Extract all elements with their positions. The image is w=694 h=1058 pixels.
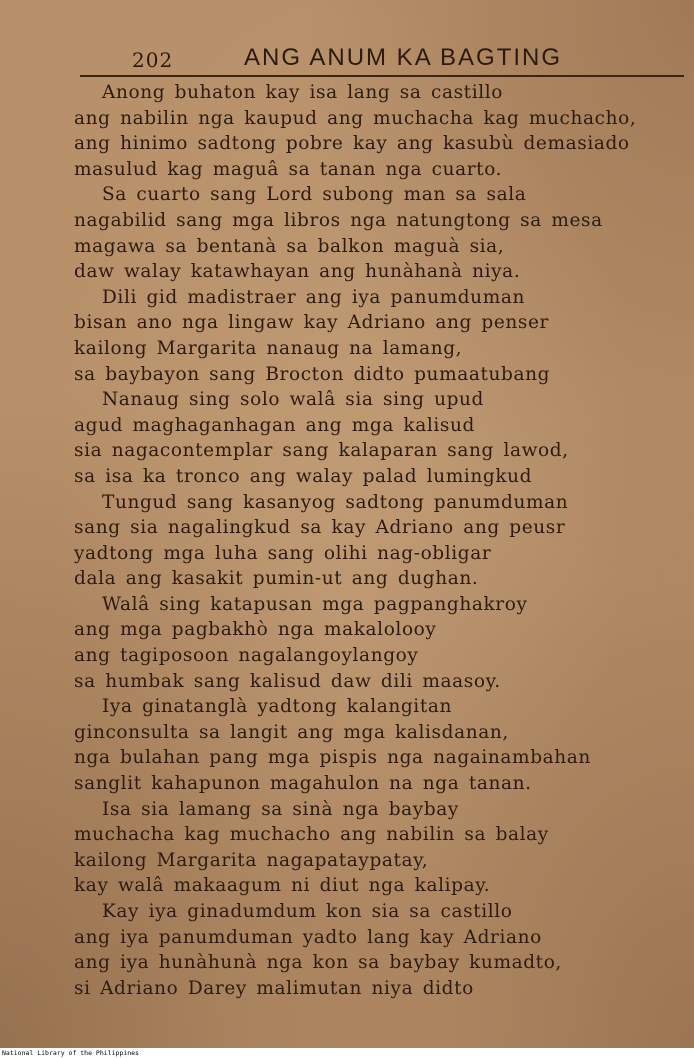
poem-line: ang iya hunàhunà nga kon sa baybay kumadto,: [74, 952, 562, 974]
poem-line: agud maghaganhagan ang mga kalisud: [74, 414, 475, 436]
page-number: 202: [132, 48, 174, 72]
poem-text: [74, 80, 686, 1001]
poem-line: Tungud sang kasanyog sadtong panumduman: [102, 491, 569, 513]
poem-line: Kay iya ginadumdum kon sia sa castillo: [102, 901, 513, 922]
poem-line: nagabilid sang mga libros nga natungtong sa mesa: [74, 209, 603, 231]
poem-line: Iya ginatanglà yadtong kalangitan: [102, 696, 452, 718]
scan-footer: [0, 1048, 694, 1058]
poem-line: sa isa ka tronco ang walay palad lumingkud: [74, 465, 533, 487]
poem-line: daw walay katawhayan ang hunàhanà niya.: [74, 261, 521, 283]
poem-line: ang hinimo sadtong pobre kay ang kasubù demasiado: [74, 133, 630, 155]
poem-line: Sa cuarto sang Lord subong man sa sala: [102, 184, 527, 206]
poem-line: sia nagacontemplar sang kalaparan sang lawod,: [74, 440, 569, 462]
poem-line: si Adriano Darey malimutan niya didto: [74, 977, 474, 999]
poem-line: yadtong mga luha sang olihi nag-obligar: [74, 542, 492, 564]
poem-line: ang nabilin nga kaupud ang muchacha kag muchacho,: [74, 107, 637, 129]
poem-line: masulud kag maguâ sa tanan nga cuarto.: [74, 158, 503, 180]
page-header: [80, 44, 680, 74]
poem-line: sa baybayon sang Brocton didto pumaatubang: [74, 363, 551, 385]
poem-line: kailong Margarita nagapataypatay,: [74, 849, 429, 871]
poem-line: ginconsulta sa langit ang mga kalisdanan,: [74, 721, 509, 743]
poem-line: ang iya panumduman yadto lang kay Adriano: [74, 926, 542, 948]
poem-line: nga bulahan pang mga pispis nga nagainambahan: [74, 747, 591, 769]
poem-line: sanglit kahapunon magahulon na nga tanan.: [74, 773, 532, 795]
running-title: ANG ANUM KA BAGTING: [244, 44, 563, 71]
poem-line: kay walâ makaagum ni diut nga kalipay.: [74, 875, 491, 897]
poem-line: Nanaug sing solo walâ sia sing upud: [102, 389, 484, 411]
poem-line: ang mga pagbakhò nga makalolooy: [74, 619, 437, 641]
poem-line: Walâ sing katapusan mga pagpanghakroy: [102, 593, 528, 615]
poem-line: sa humbak sang kalisud daw dili maasoy.: [74, 670, 501, 692]
poem-line: magawa sa bentanà sa balkon maguà sia,: [74, 235, 505, 257]
poem-line: ang tagiposoon nagalangoylangoy: [74, 645, 419, 667]
library-credit: National Library of the Philippines: [2, 1049, 139, 1057]
poem-line: muchacha kag muchacho ang nabilin sa balay: [74, 824, 549, 846]
poem-line: kailong Margarita nanaug na lamang,: [74, 337, 463, 359]
poem-line: Isa sia lamang sa sinà nga baybay: [102, 798, 459, 820]
poem-line: Anong buhaton kay isa lang sa castillo: [102, 82, 504, 103]
poem-line: sang sia nagalingkud sa kay Adriano ang peusr: [74, 517, 566, 539]
poem-line: bisan ano nga lingaw kay Adriano ang penser: [74, 312, 550, 334]
poem-line: Dili gid madistraer ang iya panumduman: [102, 286, 525, 308]
poem-line: dala ang kasakit pumin-ut ang dughan.: [74, 568, 479, 590]
header-rule: [80, 75, 684, 77]
